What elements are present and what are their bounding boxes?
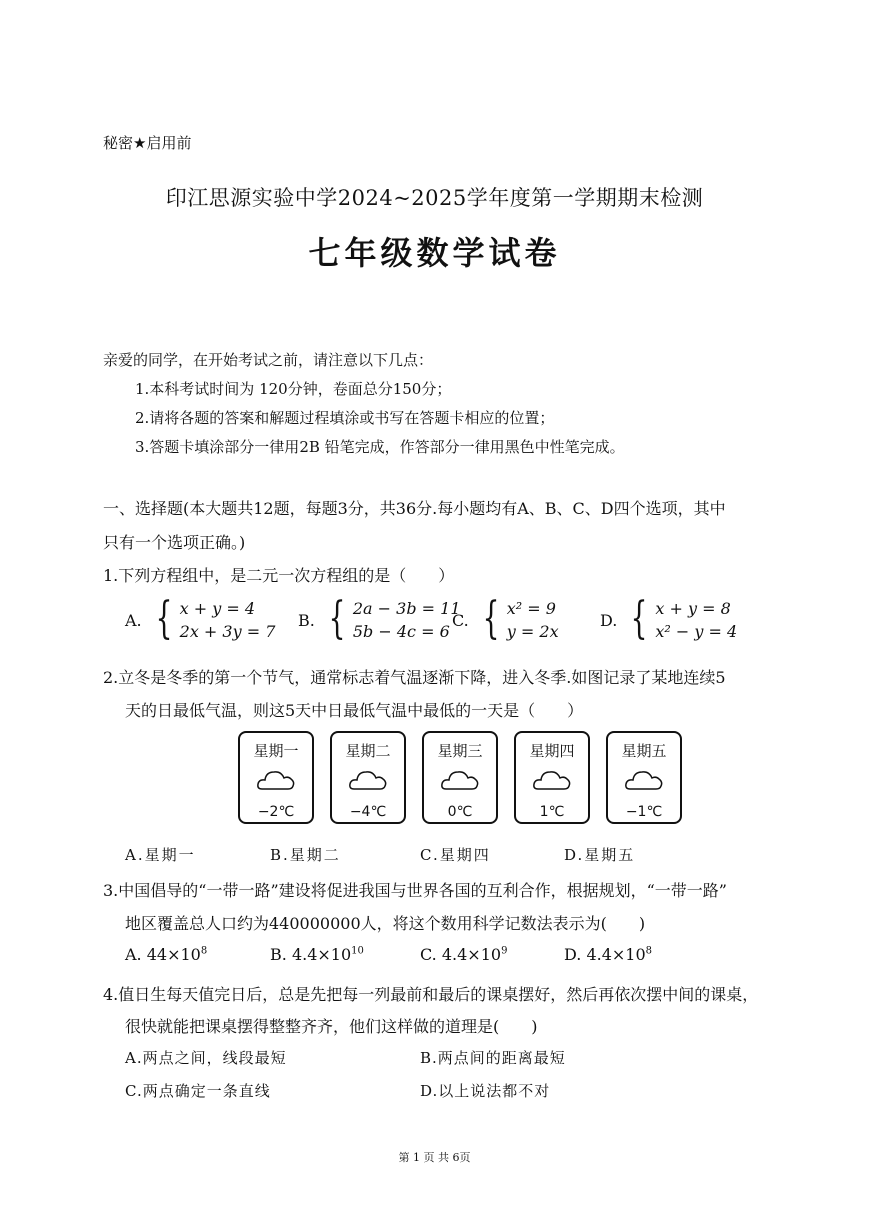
brace: { (482, 593, 500, 644)
brace: { (630, 593, 648, 644)
confidential-mark: 秘密★启用前 (103, 134, 192, 152)
cloud-icon (624, 767, 664, 793)
q2-option-d: D.星期五 (564, 846, 636, 864)
weekday-label: 星期三 (437, 742, 483, 760)
weekday-label: 星期一 (253, 742, 299, 760)
equation: 2a − 3b = 11 (352, 599, 461, 618)
equation-system (625, 593, 738, 644)
question-4-stem-cont: 很快就能把课桌摆得整整齐齐，他们这样做的道理是( ) (125, 1017, 538, 1036)
q1-option-c (452, 593, 559, 644)
q2-option-b: B.星期二 (270, 846, 341, 864)
weekday-label: 星期四 (529, 742, 575, 760)
q1-option-a (125, 593, 276, 644)
cloud-icon (348, 767, 388, 793)
option-letter: A. (125, 945, 142, 964)
cloud-icon (440, 767, 480, 793)
cloud-icon (532, 767, 572, 793)
option-letter: C. (452, 610, 469, 630)
weather-card (514, 731, 590, 824)
temperature-label: 0℃ (447, 804, 473, 820)
equation: x + y = 8 (655, 599, 731, 618)
option-letter: D. (600, 610, 618, 630)
option-value: 4.4×10 (291, 945, 352, 964)
question-3-stem-cont: 地区覆盖总人口约为440000000人，将这个数用科学记数法表示为( ) (125, 914, 646, 933)
question-4-stem: 4.值日生每天值完日后，总是先把每一列最前和最后的课桌摆好，然后再依次摆中间的课桌， (103, 985, 759, 1004)
equation-system (323, 593, 461, 644)
q3-option-b (270, 945, 364, 964)
temperature-label: −4℃ (349, 804, 387, 820)
exponent: 9 (501, 945, 508, 957)
equation-system (150, 593, 276, 644)
brace: { (155, 593, 173, 644)
page-footer: 第 1 页 共 6页 (398, 1151, 471, 1164)
weather-card (238, 731, 314, 824)
equation: y = 2x (506, 622, 559, 641)
notice-intro: 亲爱的同学，在开始考试之前，请注意以下几点： (103, 351, 434, 369)
q3-option-d (564, 945, 652, 964)
q4-option-b: B.两点间的距离最短 (420, 1049, 566, 1067)
equation: 5b − 4c = 6 (352, 622, 450, 641)
weather-card (330, 731, 406, 824)
exam-title: 印江思源实验中学2024~2025学年度第一学期期末检测 (165, 186, 704, 210)
option-value: 4.4×10 (586, 945, 646, 964)
q2-option-c: C.星期四 (420, 846, 491, 864)
brace: { (328, 593, 346, 644)
option-value: 4.4×10 (441, 945, 502, 964)
equation: x² = 9 (506, 599, 556, 618)
weather-card (422, 731, 498, 824)
section-heading-cont: 只有一个选项正确。) (103, 533, 246, 552)
equation: 2x + 3y = 7 (179, 622, 276, 641)
q4-option-a: A.两点之间，线段最短 (125, 1049, 287, 1067)
temperature-label: 1℃ (539, 804, 565, 820)
q4-option-d: D.以上说法都不对 (420, 1082, 551, 1100)
option-letter: C. (420, 945, 437, 964)
exam-subtitle: 七年级数学试卷 (308, 234, 561, 272)
weekday-label: 星期二 (345, 742, 391, 760)
q1-option-d (600, 593, 738, 644)
exponent: 8 (645, 945, 653, 957)
question-2-stem: 2.立冬是冬季的第一个节气，通常标志着气温逐渐下降，进入冬季.如图记录了某地连续5 (103, 668, 726, 687)
q1-option-b (298, 593, 461, 644)
section-heading: 一、选择题(本大题共12题，每题3分，共36分.每小题均有A、B、C、D四个选项，其中 (103, 499, 726, 518)
notice-item: 2.请将各题的答案和解题过程填涂或书写在答题卡相应的位置； (135, 409, 555, 427)
q2-option-a: A.星期一 (125, 846, 196, 864)
temperature-label: −2℃ (257, 804, 295, 820)
notice-item: 3.答题卡填涂部分一律用2B 铅笔完成，作答部分一律用黑色中性笔完成。 (135, 438, 625, 456)
cloud-icon (256, 767, 296, 793)
equation: x + y = 4 (179, 599, 256, 618)
q3-option-a (125, 945, 207, 964)
question-2-stem-cont: 天的日最低气温，则这5天中日最低气温中最低的一天是（ ） (125, 701, 584, 720)
question-3-stem: 3.中国倡导的“一带一路”建设将促进我国与世界各国的互利合作，根据规划，“一带一路” (103, 881, 727, 900)
option-letter: D. (564, 945, 582, 964)
q4-option-c: C.两点确定一条直线 (125, 1082, 271, 1100)
weather-card (606, 731, 682, 824)
option-value: 44×10 (146, 945, 201, 964)
notice-item: 1.本科考试时间为 120分钟，卷面总分150分； (135, 380, 452, 398)
equation-system (477, 593, 559, 644)
option-letter: A. (125, 610, 142, 630)
weather-cards (238, 731, 682, 824)
option-letter: B. (270, 945, 287, 964)
weekday-label: 星期五 (621, 742, 667, 760)
equation: x² − y = 4 (655, 622, 738, 641)
option-letter: B. (298, 610, 315, 630)
exponent: 8 (200, 945, 208, 957)
temperature-label: −1℃ (625, 804, 663, 820)
q3-option-c (420, 945, 507, 964)
question-1-stem: 1.下列方程组中，是二元一次方程组的是（ ） (103, 566, 455, 585)
exponent: 10 (351, 945, 364, 957)
